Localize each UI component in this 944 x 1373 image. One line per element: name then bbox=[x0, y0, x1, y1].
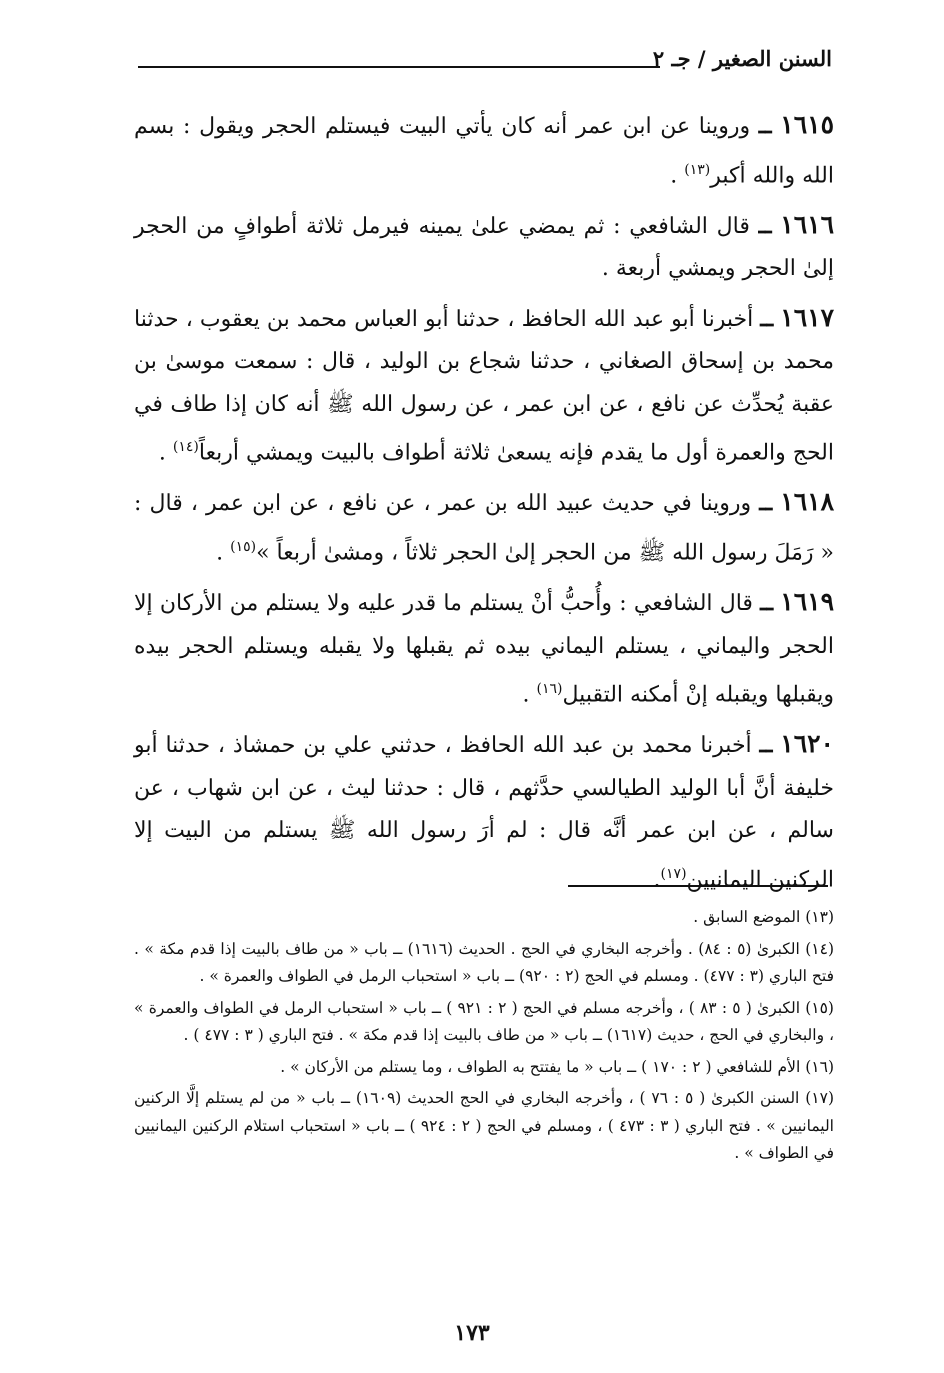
hadith-text: قال الشافعي : وأُحبُّ أنْ يستلم ما قدر عليه ولا يستلم من الأركان إلا الحجر واليماني ، يستلم اليماني بيده ثم يقبلها ولا يقبله ويستلم الحجر بيده ويقبلها ويقبله إنْ أمكنه التقبيل bbox=[134, 590, 834, 708]
hadith-text: قال الشافعي : ثم يمضي علىٰ يمينه فيرمل ثلاثة أطوافٍ من الحجر إلىٰ الحجر ويمشي أربعة . bbox=[134, 213, 834, 282]
footnote: (١٧) السنن الكبرىٰ ( ٥ : ٧٦ ) ، وأخرجه البخاري في الحج الحديث (١٦٠٩) ــ باب « من لم يستلم إلَّا الركنين اليمانيين » . فتح الباري ( ٣ : ٤٧٣ ) ، ومسلم في الحج ( ٢ : ٩٢٤ ) ــ باب « استحباب استلام الركنين اليمانيين في الطواف » . bbox=[134, 1089, 835, 1162]
hadith-text: أخبرنا أبو عبد الله الحافظ ، حدثنا أبو العباس محمد بن يعقوب ، حدثنا محمد بن إسحاق الصغاني ، حدثنا شجاع بن الوليد ، قال : سمعت موسىٰ بن عقبة يُحدِّث عن نافع ، عن ابن عمر ، عن رسول الله ﷺ أنه كان إذا طاف في الحج والعمرة أول ما يقدم فإنه يسعىٰ ثلاثة أطواف بالبيت ويمشي أربعاً bbox=[134, 306, 834, 466]
hadith-dash: ــ bbox=[759, 732, 773, 759]
hadith-paragraph bbox=[134, 723, 834, 902]
main-text bbox=[134, 104, 834, 908]
running-head-rule bbox=[138, 66, 660, 68]
hadith-tail: . bbox=[653, 867, 661, 893]
footnote: (١٦) الأم للشافعي ( ٢ : ١٧٠ ) ــ باب « ما يفتتح به الطواف ، وما يستلم من الأركان » . bbox=[280, 1057, 834, 1076]
hadith-dash: ــ bbox=[758, 113, 772, 139]
hadith-dash: ــ bbox=[760, 589, 774, 616]
footnote-marker: (١٤) bbox=[172, 439, 199, 456]
hadith-number: ١٦١٧ bbox=[780, 302, 835, 332]
footnote-marker: (١٦) bbox=[536, 681, 563, 698]
footnote: (١٥) الكبرىٰ ( ٥ : ٨٣ ) ، وأخرجه مسلم في الحج ( ٢ : ٩٢١ ) ــ باب « استحباب الرمل في الطواف والعمرة » ، والبخاري في الحج ، حديث (١٦١٧) ــ باب « من طاف بالبيت إذا قدم مكة » . فتح الباري ( ٣ : ٤٧٧ ) . bbox=[134, 998, 834, 1044]
hadith-text: وروينا عن ابن عمر أنه كان يأتي البيت فيستلم الحجر ويقول : بسم الله والله أكبر bbox=[134, 114, 834, 188]
footnote-marker: (١٥) bbox=[230, 539, 257, 555]
page-number: ١٧٣ bbox=[454, 1320, 490, 1346]
hadith-text: أخبرنا محمد بن عبد الله الحافظ ، حدثني علي بن حمشاذ ، حدثنا أبو خليفة أنَّ أبا الوليد الطيالسي حدَّثهم ، قال : حدثنا ليث ، عن ابن شهاب ، عن سالم ، عن ابن عمر أنَّه قال : لم أرَ رسول الله ﷺ يستلم من البيت إلا الركنين اليمانيين bbox=[134, 733, 834, 893]
hadith-paragraph bbox=[134, 481, 834, 575]
hadith-paragraph bbox=[134, 297, 834, 476]
hadith-dash: ــ bbox=[760, 305, 774, 332]
hadith-tail: . bbox=[216, 540, 231, 566]
hadith-dash: ــ bbox=[759, 490, 773, 517]
hadith-number: ١٦١٨ bbox=[780, 487, 834, 517]
footnote-marker: (١٣) bbox=[684, 161, 711, 178]
hadith-number: ١٦٢٠ bbox=[780, 729, 834, 759]
hadith-paragraph bbox=[134, 581, 834, 717]
footnote-marker: (١٧) bbox=[660, 865, 687, 882]
hadith-tail: . bbox=[522, 682, 537, 708]
footnote: (١٣) الموضع السابق . bbox=[693, 908, 834, 926]
footnote: (١٤) الكبرىٰ (٥ : ٨٤) . وأخرجه البخاري في الحج . الحديث (١٦١٦) ــ باب « من طاف بالبيت إذا قدم مكة » . فتح الباري (٣ : ٤٧٧) . ومسلم في الحج (٢ : ٩٢٠) ــ باب « استحباب الرمل في الطواف والعمرة » . bbox=[134, 939, 835, 985]
hadith-paragraph bbox=[134, 104, 834, 198]
hadith-tail: . bbox=[158, 440, 173, 466]
footnotes bbox=[134, 904, 834, 1172]
running-head bbox=[138, 46, 832, 76]
footnote-separator bbox=[568, 885, 828, 887]
hadith-tail: . bbox=[670, 162, 685, 188]
hadith-paragraph bbox=[134, 204, 834, 291]
hadith-number: ١٦١٦ bbox=[780, 209, 835, 239]
hadith-text: وروينا في حديث عبيد الله بن عمر ، عن نافع ، عن ابن عمر ، قال : « رَمَلَ رسول الله ﷺ من الحجر إلىٰ الحجر ثلاثاً ، ومشىٰ أربعاً » bbox=[134, 491, 834, 566]
running-head-title: السنن الصغير / جـ ٢ bbox=[652, 46, 832, 71]
hadith-number: ١٦١٥ bbox=[780, 110, 834, 139]
hadith-dash: ــ bbox=[758, 212, 772, 239]
hadith-number: ١٦١٩ bbox=[780, 586, 835, 616]
